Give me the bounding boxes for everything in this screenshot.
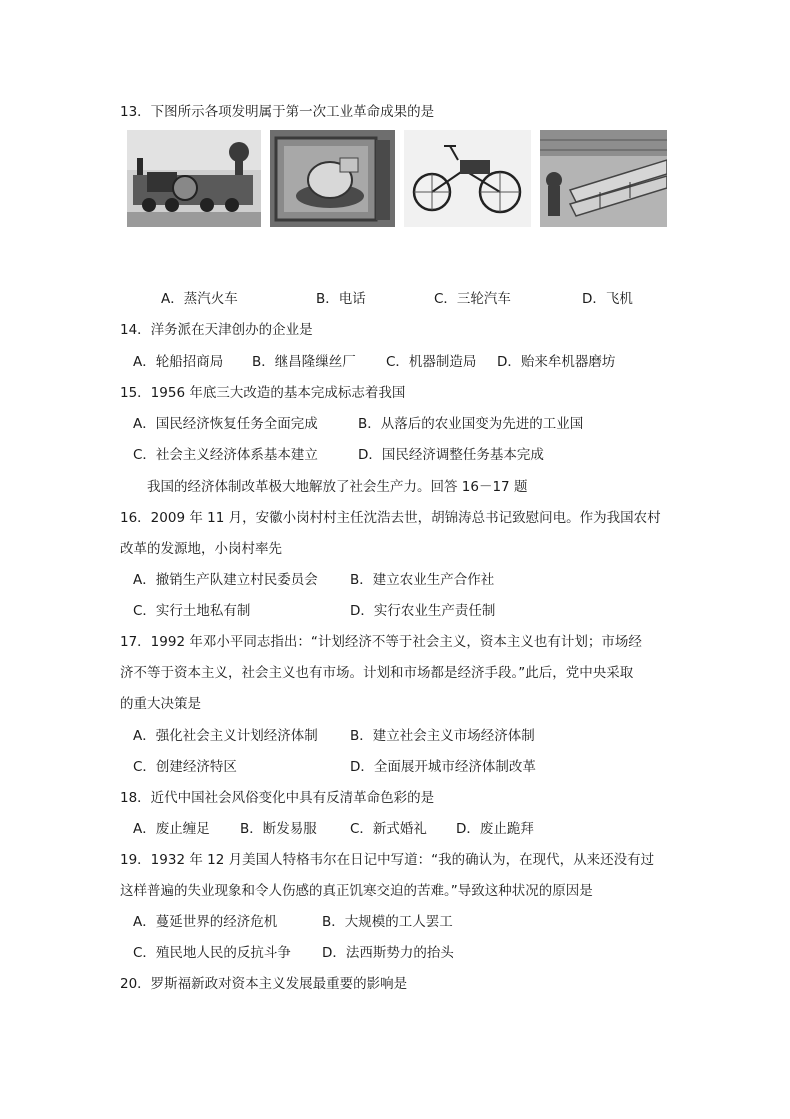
q15-option-d[interactable]: D．国民经济调整任务基本完成: [358, 447, 544, 463]
q13-option-c[interactable]: C．三轮汽车: [434, 291, 511, 307]
q19-option-b[interactable]: B．大规模的工人罢工: [322, 914, 453, 930]
q14-stem: 14．洋务派在天津创办的企业是: [120, 322, 313, 338]
q17-option-d[interactable]: D．全面展开城市经济体制改革: [350, 759, 536, 775]
q17-stem-line3: 的重大决策是: [120, 696, 201, 712]
q13-option-d[interactable]: D．飞机: [582, 291, 633, 307]
q18-option-c[interactable]: C．新式婚礼: [350, 821, 427, 837]
q19-option-c[interactable]: C．殖民地人民的反抗斗争: [133, 945, 291, 961]
q15-option-c[interactable]: C．社会主义经济体系基本建立: [133, 447, 318, 463]
telephone-photo: [270, 130, 395, 227]
steam-train-photo: [127, 130, 261, 227]
q19-option-d[interactable]: D．法西斯势力的抬头: [322, 945, 454, 961]
q16-stem-line2: 改革的发源地，小岗村率先: [120, 541, 282, 557]
q14-option-d[interactable]: D．贻来牟机器磨坊: [497, 354, 616, 370]
q13-photo-strip: [127, 130, 667, 227]
q18-stem: 18．近代中国社会风俗变化中具有反清革命色彩的是: [120, 790, 435, 806]
airplane-photo: [540, 130, 667, 227]
q15-option-a[interactable]: A．国民经济恢复任务全面完成: [133, 416, 318, 432]
q17-option-c[interactable]: C．创建经济特区: [133, 759, 237, 775]
q16-17-intro: 我国的经济体制改革极大地解放了社会生产力。回答 16－17 题: [147, 479, 528, 495]
q13-option-a[interactable]: A．蒸汽火车: [161, 291, 238, 307]
q17-stem-line2: 济不等于资本主义，社会主义也有市场。计划和市场都是经济手段。”此后，党中央采取: [120, 665, 634, 681]
q13-stem: 13．下图所示各项发明属于第一次工业革命成果的是: [120, 104, 435, 120]
q18-option-d[interactable]: D．废止跪拜: [456, 821, 534, 837]
q19-stem-line2: 这样普遍的失业现象和令人伤感的真正饥寒交迫的苦难。”导致这种状况的原因是: [120, 883, 593, 899]
q17-stem-line1: 17．1992 年邓小平同志指出：“计划经济不等于社会主义，资本主义也有计划；市场经: [120, 634, 642, 650]
q17-option-a[interactable]: A．强化社会主义计划经济体制: [133, 728, 318, 744]
q14-option-a[interactable]: A．轮船招商局: [133, 354, 224, 370]
q19-stem-line1: 19．1932 年 12 月美国人特格韦尔在日记中写道：“我的确认为，在现代，从来还没有过: [120, 852, 655, 868]
q16-option-c[interactable]: C．实行土地私有制: [133, 603, 251, 619]
q16-option-d[interactable]: D．实行农业生产责任制: [350, 603, 496, 619]
q15-option-b[interactable]: B．从落后的农业国变为先进的工业国: [358, 416, 584, 432]
q14-option-b[interactable]: B．继昌隆缫丝厂: [252, 354, 356, 370]
q19-option-a[interactable]: A．蔓延世界的经济危机: [133, 914, 278, 930]
q15-stem: 15．1956 年底三大改造的基本完成标志着我国: [120, 385, 406, 401]
three-wheeled-car-photo: [404, 130, 531, 227]
q17-option-b[interactable]: B．建立社会主义市场经济体制: [350, 728, 535, 744]
q18-option-b[interactable]: B．断发易服: [240, 821, 317, 837]
q16-option-b[interactable]: B．建立农业生产合作社: [350, 572, 495, 588]
q18-option-a[interactable]: A．废止缠足: [133, 821, 210, 837]
q20-stem: 20．罗斯福新政对资本主义发展最重要的影响是: [120, 976, 408, 992]
q14-option-c[interactable]: C．机器制造局: [386, 354, 477, 370]
q16-stem-line1: 16．2009 年 11 月，安徽小岗村村主任沈浩去世，胡锦涛总书记致慰问电。作为我国农村: [120, 510, 661, 526]
q16-option-a[interactable]: A．撤销生产队建立村民委员会: [133, 572, 318, 588]
q13-option-b[interactable]: B．电话: [316, 291, 366, 307]
